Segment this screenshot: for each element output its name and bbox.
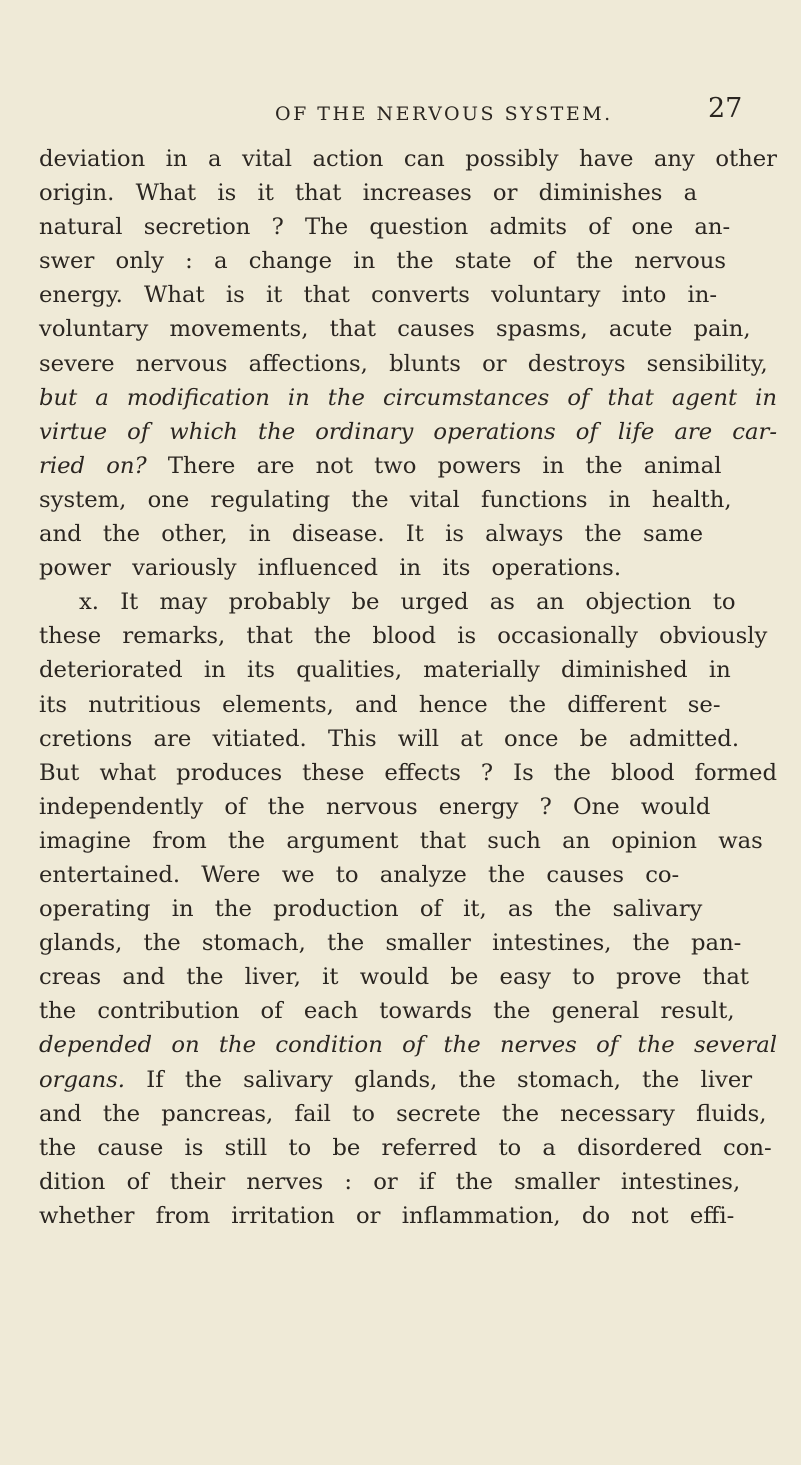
text-segment: operating in the production of it, as the salivary [39,896,703,923]
text-line [39,585,789,619]
text-line [39,722,789,756]
text-segment: deviation in a vital action can possibly have any other [39,146,777,172]
text-segment: the cause is still to be referred to a disordered con- [39,1134,772,1161]
text-segment: energy. What is it that converts voluntary into in- [39,282,718,309]
text-line [39,756,789,790]
text-line [39,892,789,926]
text-segment: There are not two powers in the animal [146,452,722,479]
text-line [39,994,789,1028]
text-line [39,449,789,483]
text-line [39,1165,789,1199]
text-segment: these remarks, that the blood is occasionally obviously [39,623,768,650]
text-line [39,517,789,551]
text-segment: system, one regulating the vital functions in health, [39,486,732,513]
text-line [39,347,789,381]
text-segment: and the other, in disease. It is always the same [39,521,704,548]
text-line [39,381,789,415]
text-segment: glands, the stomach, the smaller intestines, the pan- [39,930,742,957]
italic-text: ried on? [39,452,147,479]
text-segment: power variously influenced in its operations. [39,555,622,582]
text-line [39,1028,789,1062]
text-segment: independently of the nervous energy ? One would [39,793,711,820]
body-text [39,142,789,1233]
text-segment: severe nervous affections, blunts or destroys sensibility, [39,350,768,377]
text-segment: But what produces these effects ? Is the blood formed [39,759,777,786]
text-segment: origin. What is it that increases or diminishes a [39,180,698,207]
text-segment: cretions are vitiated. This will at once be admitted. [39,725,740,752]
text-line [39,688,789,722]
text-line [39,176,789,210]
text-line [39,824,789,858]
running-head: OF THE NERVOUS SYSTEM. [275,103,613,125]
text-segment: swer only : a change in the state of the nervous [39,248,727,275]
text-segment: whether from irritation or inflammation, do not effi- [39,1202,735,1229]
italic-text: organs. [39,1066,126,1093]
text-segment: deteriorated in its qualities, materially diminished in [39,657,731,684]
text-line [39,1199,789,1233]
italic-text: depended on the condition of the nerves of the several [39,1032,777,1059]
text-line [39,960,789,994]
text-line [39,790,789,824]
italic-text: virtue of which the ordinary operations of life are car- [39,418,777,445]
text-line [39,483,789,517]
text-line [39,415,789,449]
text-line [39,244,789,278]
text-segment: creas and the liver, it would be easy to prove that [39,964,750,991]
text-segment: voluntary movements, that causes spasms, acute pain, [39,316,751,343]
page-number: 27 [708,93,743,124]
text-line [39,312,789,346]
text-line [39,210,789,244]
text-line [39,858,789,892]
text-line [39,142,789,176]
text-segment: the contribution of each towards the general result, [39,998,735,1025]
text-segment: dition of their nerves : or if the smaller intestines, [39,1168,741,1195]
text-segment: entertained. Were we to analyze the causes co- [39,861,680,888]
text-segment: and the pancreas, fail to secrete the necessary fluids, [39,1100,767,1127]
text-line [39,619,789,653]
italic-text: but a modification in the circumstances of that agent in [39,384,777,411]
text-segment: If the salivary glands, the stomach, the liver [125,1066,753,1093]
text-line [39,551,789,585]
text-segment: natural secretion ? The question admits of one an- [39,214,731,241]
text-line [39,1097,789,1131]
text-line [39,278,789,312]
text-segment: x. It may probably be urged as an objection to [79,589,736,616]
text-segment: imagine from the argument that such an opinion was [39,827,763,854]
text-line [39,1131,789,1165]
text-line [39,1063,789,1097]
text-line [39,653,789,687]
text-segment: its nutritious elements, and hence the different se- [39,691,721,718]
text-line [39,926,789,960]
page-header [0,93,801,133]
